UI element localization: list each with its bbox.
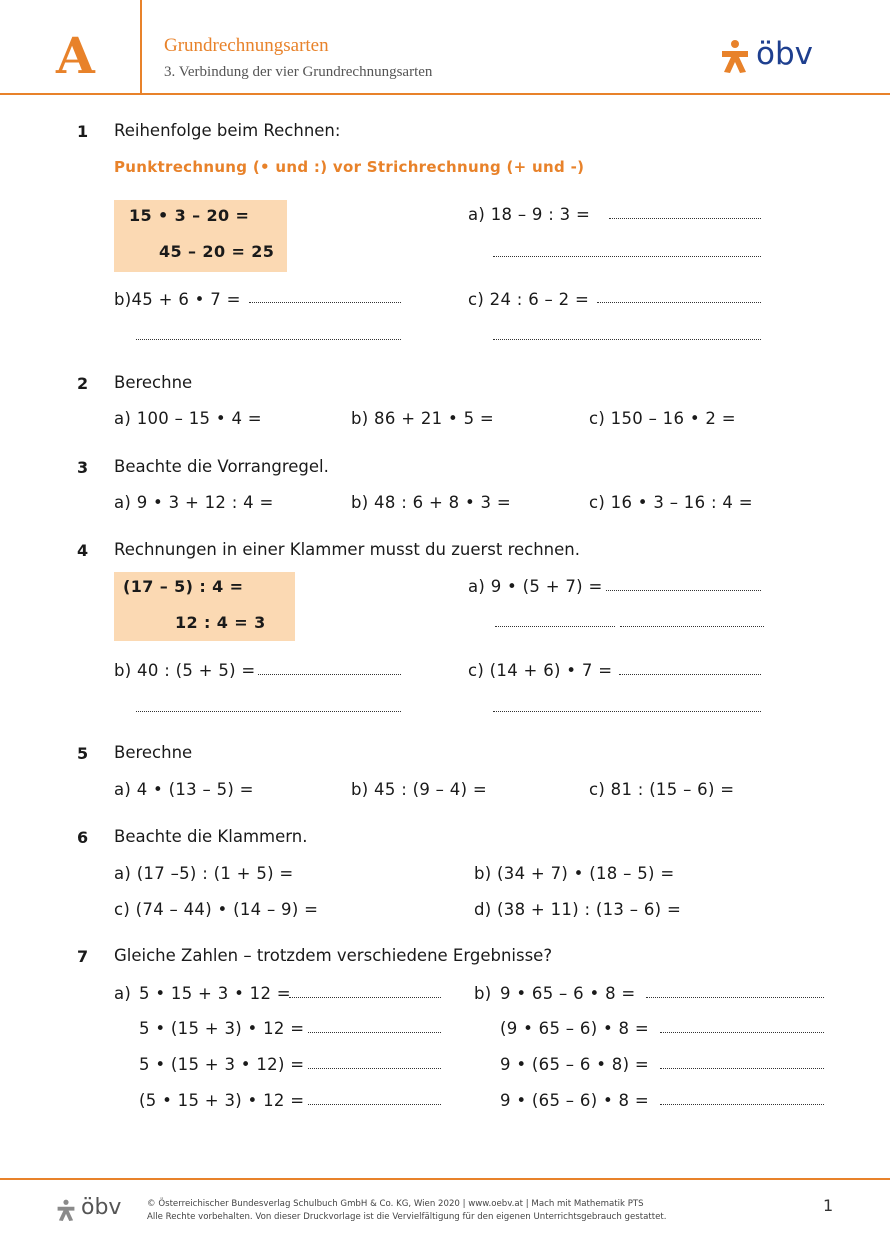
task-c: c) 150 – 16 • 2 = — [589, 409, 736, 428]
page-subtitle: 3. Verbindung der vier Grundrechnungsarten — [164, 64, 433, 80]
page-number: 1 — [823, 1196, 834, 1215]
answer-line[interactable] — [493, 711, 761, 712]
answer-line[interactable] — [660, 1068, 824, 1069]
exercise-heading: Berechne — [114, 743, 193, 762]
task-c: c) (74 – 44) • (14 – 9) = — [114, 900, 319, 919]
logo-text: öbv — [81, 1195, 122, 1220]
answer-line[interactable] — [493, 256, 761, 257]
task-label-a: a) — [114, 984, 132, 1003]
exercise-heading: Rechnungen in einer Klammer musst du zuerst rechnen. — [114, 540, 580, 559]
example-line: 15 • 3 – 20 = — [129, 206, 250, 225]
exercise-heading: Berechne — [114, 373, 193, 392]
logo-text: öbv — [756, 36, 813, 72]
task-b2: (9 • 65 – 6) • 8 = — [500, 1019, 650, 1038]
example-line: 12 : 4 = 3 — [175, 613, 266, 632]
task-b: b) (34 + 7) • (18 – 5) = — [474, 864, 675, 883]
task-b: b) 45 : (9 – 4) = — [351, 780, 487, 799]
exercise-number: 2 — [77, 374, 89, 393]
task-a: a) 9 • (5 + 7) = — [468, 577, 603, 596]
page-title: Grundrechnungsarten — [164, 35, 329, 56]
star-icon — [718, 38, 752, 74]
answer-line[interactable] — [597, 302, 761, 303]
exercise-number: 6 — [77, 828, 89, 847]
answer-line[interactable] — [620, 626, 764, 627]
answer-line[interactable] — [606, 590, 761, 591]
exercise-number: 3 — [77, 458, 89, 477]
task-a2: 5 • (15 + 3) • 12 = — [139, 1019, 305, 1038]
task-b3: 9 • (65 – 6 • 8) = — [500, 1055, 650, 1074]
task-label-b: b) — [474, 984, 492, 1003]
answer-line[interactable] — [609, 218, 761, 219]
answer-line[interactable] — [495, 626, 615, 627]
exercise-number: 1 — [77, 122, 89, 141]
task-a1: 5 • 15 + 3 • 12 = — [139, 984, 291, 1003]
answer-line[interactable] — [660, 1104, 824, 1105]
example-line: 45 – 20 = 25 — [159, 242, 275, 261]
answer-line[interactable] — [289, 997, 441, 998]
task-d: d) (38 + 11) : (13 – 6) = — [474, 900, 682, 919]
answer-line[interactable] — [646, 997, 824, 998]
example-line: (17 – 5) : 4 = — [123, 577, 244, 596]
task-c: c) 81 : (15 – 6) = — [589, 780, 735, 799]
answer-line[interactable] — [660, 1032, 824, 1033]
task-b: b) 48 : 6 + 8 • 3 = — [351, 493, 512, 512]
answer-line[interactable] — [249, 302, 401, 303]
exercise-heading: Gleiche Zahlen – trotzdem verschiedene Ergebnisse? — [114, 946, 553, 965]
task-b: b) 86 + 21 • 5 = — [351, 409, 495, 428]
header-divider — [140, 0, 142, 94]
header-rule — [0, 93, 890, 95]
exercise-number: 5 — [77, 744, 89, 763]
copyright-line: © Österreichischer Bundesverlag Schulbuch GmbH & Co. KG, Wien 2020 | www.oebv.at | Mach mit Mathematik PTS — [147, 1199, 644, 1209]
answer-line[interactable] — [493, 339, 761, 340]
answer-line[interactable] — [136, 711, 401, 712]
task-a4: (5 • 15 + 3) • 12 = — [139, 1091, 305, 1110]
star-icon — [55, 1198, 77, 1222]
task-a: a) 100 – 15 • 4 = — [114, 409, 262, 428]
task-c: c) (14 + 6) • 7 = — [468, 661, 613, 680]
task-a: a) 4 • (13 – 5) = — [114, 780, 254, 799]
task-a: a) (17 –5) : (1 + 5) = — [114, 864, 294, 883]
exercise-heading: Reihenfolge beim Rechnen: — [114, 121, 341, 140]
chapter-letter: A — [56, 26, 95, 85]
exercise-number: 4 — [77, 541, 89, 560]
exercise-heading: Beachte die Klammern. — [114, 827, 308, 846]
answer-line[interactable] — [308, 1068, 441, 1069]
task-c: c) 24 : 6 – 2 = — [468, 290, 590, 309]
task-c: c) 16 • 3 – 16 : 4 = — [589, 493, 753, 512]
answer-line[interactable] — [619, 674, 761, 675]
task-a: a) 9 • 3 + 12 : 4 = — [114, 493, 274, 512]
answer-line[interactable] — [308, 1032, 441, 1033]
answer-line[interactable] — [308, 1104, 441, 1105]
answer-line[interactable] — [136, 339, 401, 340]
exercise-heading: Beachte die Vorrangregel. — [114, 457, 329, 476]
rule-text: Punktrechnung (• und :) vor Strichrechnung (+ und -) — [114, 158, 585, 176]
answer-line[interactable] — [258, 674, 401, 675]
footer-rule — [0, 1178, 890, 1180]
exercise-number: 7 — [77, 947, 89, 966]
task-b4: 9 • (65 – 6) • 8 = — [500, 1091, 650, 1110]
task-a: a) 18 – 9 : 3 = — [468, 205, 591, 224]
task-b1: 9 • 65 – 6 • 8 = — [500, 984, 636, 1003]
task-b: b)45 + 6 • 7 = — [114, 290, 241, 309]
rights-line: Alle Rechte vorbehalten. Von dieser Druckvorlage ist die Vervielfältigung für den eigenen Unterrichtsgebrauch gestattet. — [147, 1212, 667, 1222]
task-a3: 5 • (15 + 3 • 12) = — [139, 1055, 305, 1074]
task-b: b) 40 : (5 + 5) = — [114, 661, 256, 680]
